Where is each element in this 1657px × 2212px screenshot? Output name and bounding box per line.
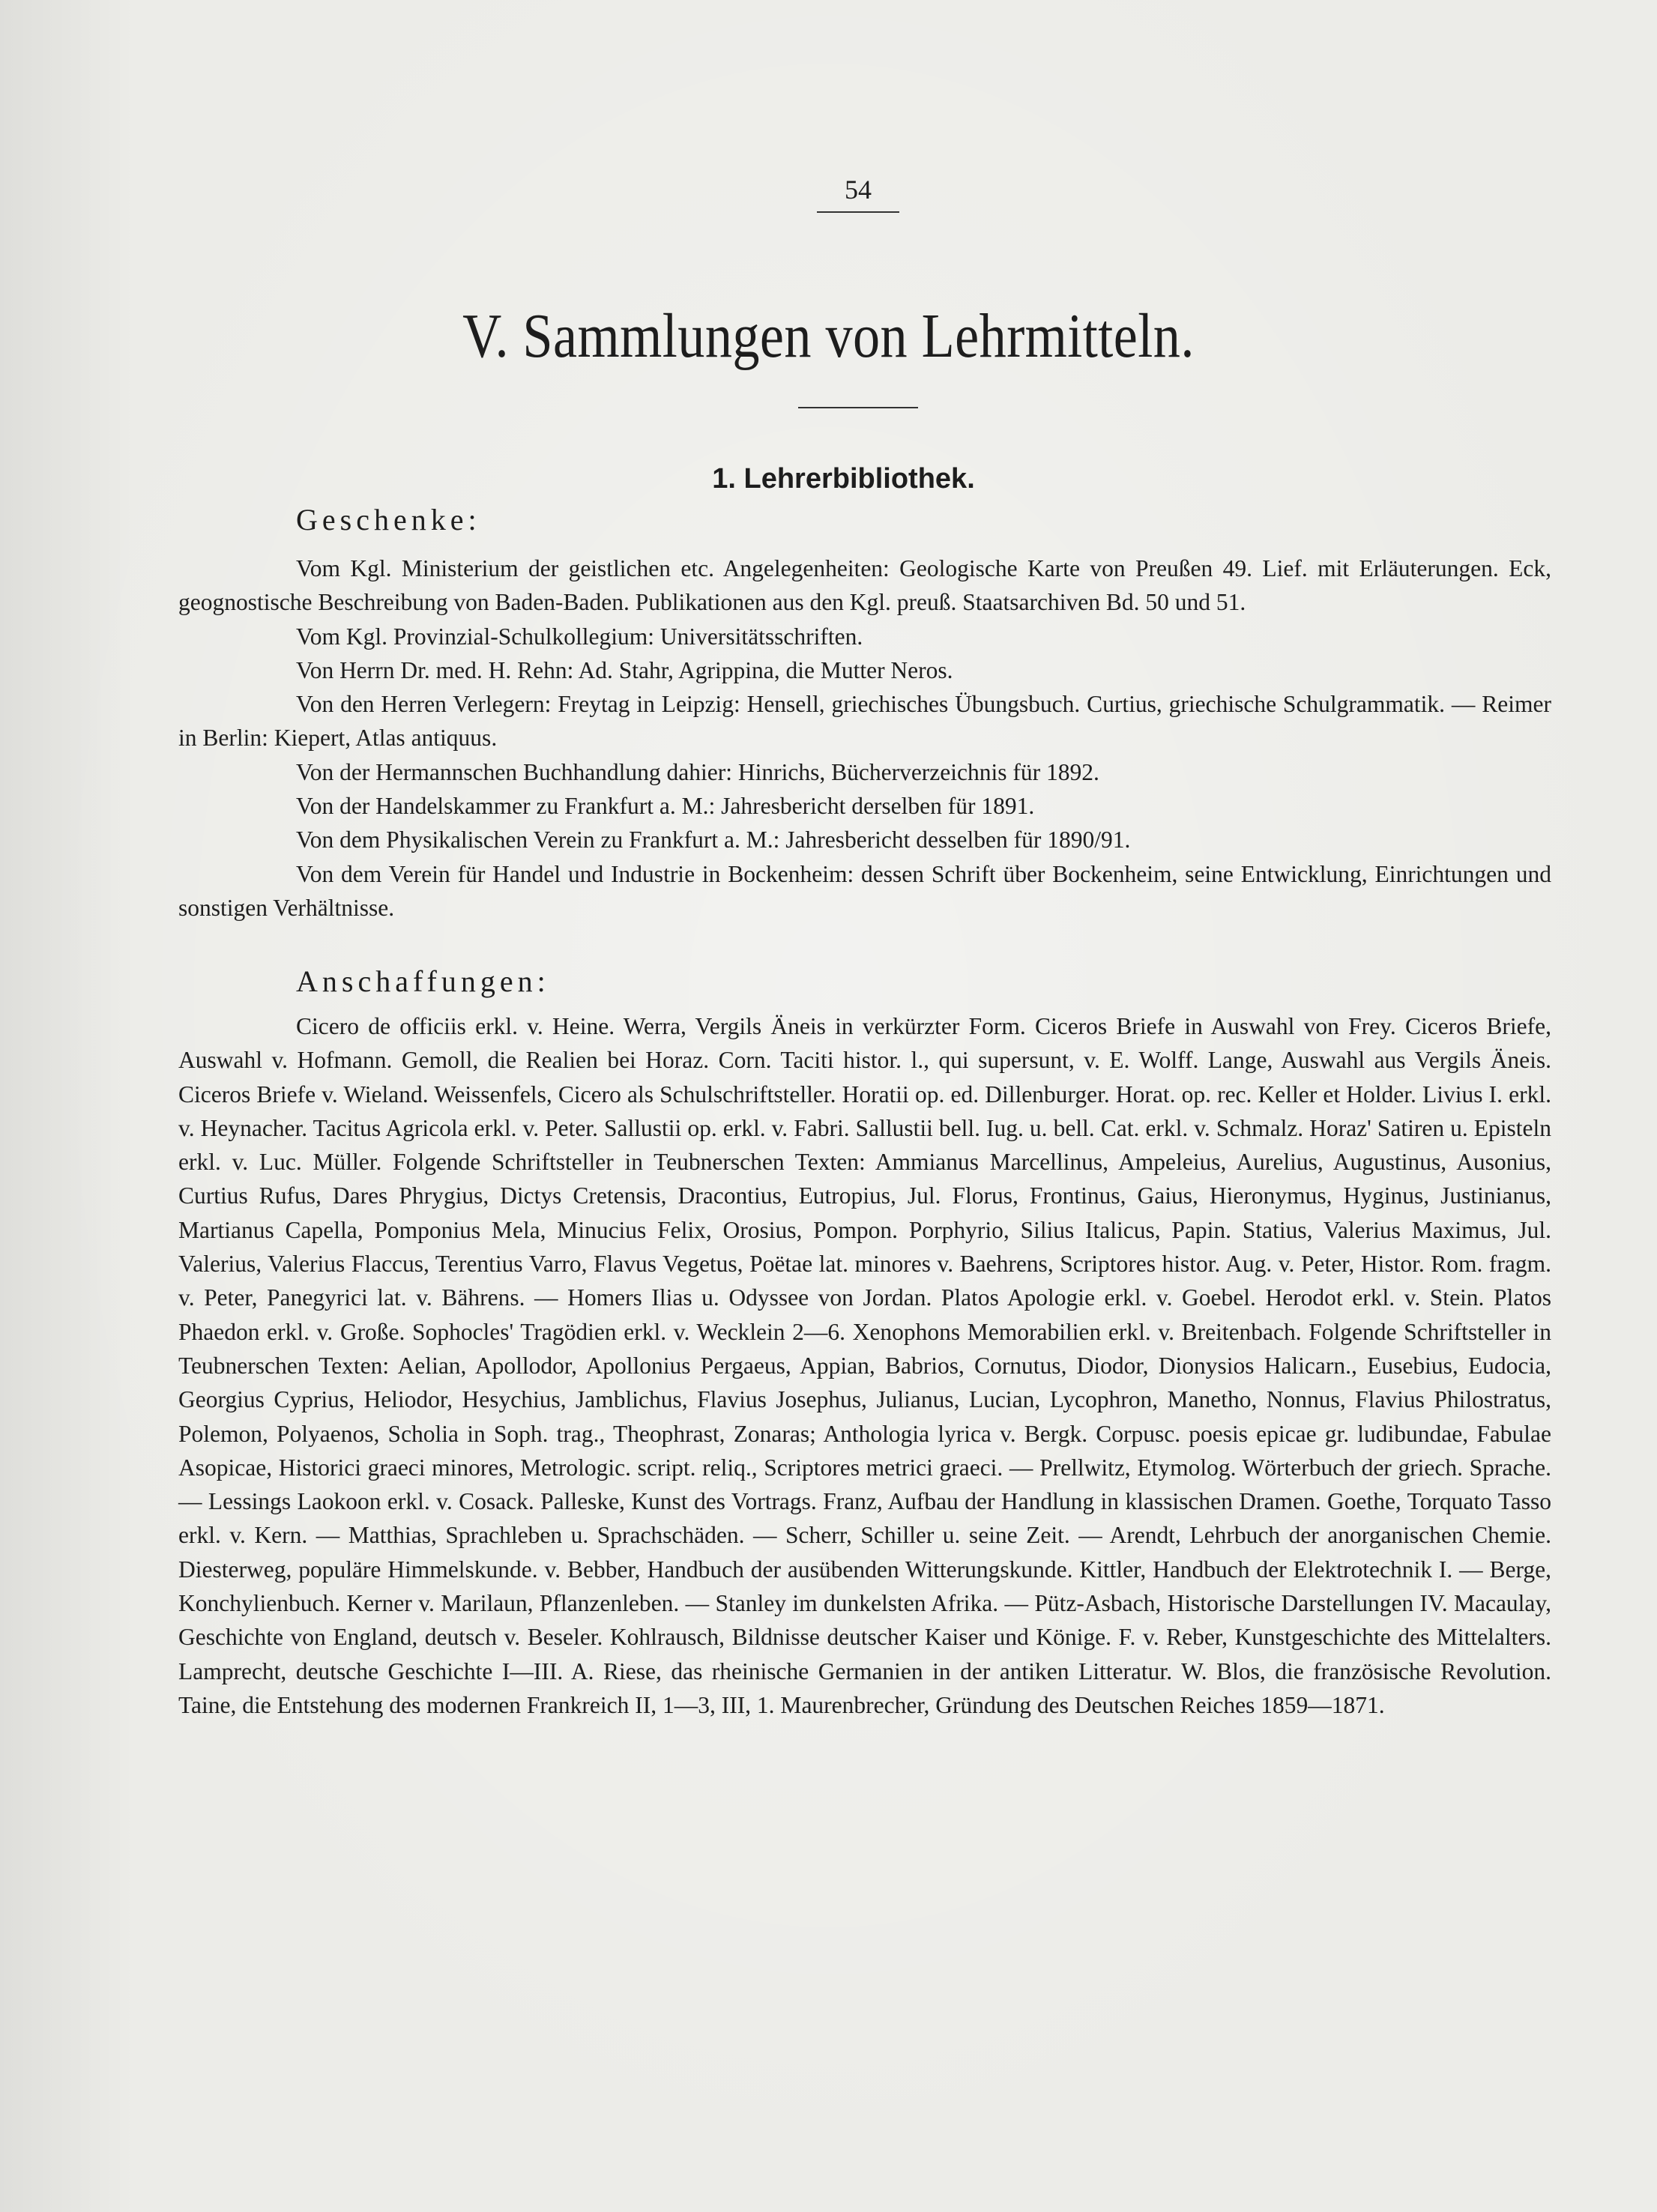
anschaffungen-heading: Anschaffungen: xyxy=(296,964,550,998)
section-title: 1. Lehrerbibliothek. xyxy=(712,463,975,495)
gift-entry: Von der Handelskammer zu Frankfurt a. M.: Jahresbericht derselben für 1891. xyxy=(296,793,1035,820)
facing-page-bleed xyxy=(0,0,135,2212)
acquisitions-list xyxy=(178,1009,1551,1722)
gift-entry: Von den Herren Verlegern: Freytag in Leipzig: Hensell, griechisches Übungsbuch. Curtius, griechische Schulgrammatik. — Reimer in Berlin: Kiepert, Atlas antiquus. xyxy=(178,691,1551,752)
acquisitions-paragraph: Cicero de officiis erkl. v. Heine. Werra, Vergils Äneis in verkürzter Form. Ciceros Briefe in Auswahl von Frey. Ciceros Briefe, Auswahl v. Hofmann. Gemoll, die Realien bei Horaz. Corn. Taciti histor. l., qui supersunt, v. E. Wolff. Lange, Auswahl aus Vergils Äneis. Ciceros Briefe v. Wieland. Weissenfels, Cicero als Schulschriftsteller. Horatii op. ed. Dillenburger. Horat. op. rec. Keller et Holder. Livius I. erkl. v. Heynacher. Tacitus Agricola erkl. v. Peter. Sallustii op. erkl. v. Fabri. Sallustii bell. Iug. u. bell. Cat. erkl. v. Schmalz. Horaz' Satiren u. Episteln erkl. v. Luc. Müller. Folgende Schriftsteller in Teubnerschen Texten: Ammianus Marcellinus, Ampeleius, Aurelius, Augustinus, Ausonius, Curtius Rufus, Dares Phrygius, Dictys Cretensis, Dracontius, Eutropius, Jul. Florus, Frontinus, Gaius, Hieronymus, Hyginus, Justinianus, Martianus Capella, Pomponius Mela, Minucius Felix, Orosius, Pompon. Porphyrio, Silius Italicus, Papin. Statius, Valerius Maximus, Jul. Valerius, Valerius Flaccus, Terentius Varro, Flavus Vegetus, Poëtae lat. minores v. Baehrens, Scriptores histor. Aug. v. Peter, Histor. Rom. fragm. v. Peter, Panegyrici lat. v. Bährens. — Homers Ilias u. Odyssee von Jordan. Platos Apologie erkl. v. Goebel. Herodot erkl. v. Stein. Platos Phaedon erkl. v. Große. Sophocles' Tragödien erkl. v. Wecklein 2—6. Xenophons Memorabilien erkl. v. Breitenbach. Folgende Schriftsteller in Teubnerschen Texten: Aelian, Apollodor, Apollonius Pergaeus, Appian, Babrios, Cornutus, Diodor, Dionysios Halicarn., Eusebius, Eudocia, Georgius Cyprius, Heliodor, Hesychius, Jamblichus, Flavius Josephus, Julianus, Lucian, Lycophron, Manetho, Nonnus, Flavius Philostratus, Polemon, Polyaenos, Scholia in Soph. trag., Theophrast, Zonaras; Anthologia lyrica v. Bergk. Corpusc. poesis epicae gr. ludibundae, Fabulae Asopicae, Historici graeci minores, Metrologic. script. reliq., Scriptores metrici graeci. — Prellwitz, Etymolog. Wörterbuch der griech. Sprache. — Lessings Laokoon erkl. v. Cosack. Palleske, Kunst des Vortrags. Franz, Aufbau der Handlung in klassischen Dramen. Goethe, Torquato Tasso erkl. v. Kern. — Matthias, Sprachleben u. Sprachschäden. — Scherr, Schiller u. seine Zeit. — Arendt, Lehrbuch der anorganischen Chemie. Diesterweg, populäre Himmelskunde. v. Bebber, Handbuch der ausübenden Witterungskunde. Kittler, Handbuch der Elektrotechnik I. — Berge, Konchylienbuch. Kerner v. Marilaun, Pflanzenleben. — Stanley im dunkelsten Afrika. — Pütz-Asbach, Historische Darstellungen IV. Macaulay, Geschichte von England, deutsch v. Beseler. Kohlrausch, Bildnisse deutscher Kaiser und Könige. F. v. Reber, Kunstgeschichte des Mittelalters. Lamprecht, deutsche Geschichte I—III. A. Riese, das rheinische Germanien in der antiken Litteratur. W. Blos, die französische Revolution. Taine, die Entstehung des modernen Frankreich II, 1—3, III, 1. Maurenbrecher, Gründung des Deutschen Reiches 1859—1871. xyxy=(178,1013,1551,1718)
chapter-title: V. Sammlungen von Lehrmitteln. xyxy=(462,301,1195,371)
gifts-list xyxy=(178,552,1551,925)
gift-entry: Vom Kgl. Ministerium der geistlichen etc. Angelegenheiten: Geologische Karte von Preußen 49. Lief. mit Erläuterungen. Eck, geognostische Beschreibung von Baden-Baden. Publikationen aus den Kgl. preuß. Staatsarchiven Bd. 50 und 51. xyxy=(178,555,1551,616)
page-number: 54 xyxy=(817,174,899,213)
gift-entry: Von der Hermannschen Buchhandlung dahier: Hinrichs, Bücherverzeichnis für 1892. xyxy=(296,758,1099,785)
geschenke-heading: Geschenke: xyxy=(296,503,481,537)
title-divider xyxy=(798,407,918,408)
gift-entry: Von Herrn Dr. med. H. Rehn: Ad. Stahr, Agrippina, die Mutter Neros. xyxy=(296,656,953,683)
gift-entry: Vom Kgl. Provinzial-Schulkollegium: Universitätsschriften. xyxy=(296,623,863,650)
gift-entry: Von dem Verein für Handel und Industrie in Bockenheim: dessen Schrift über Bockenheim, seine Entwicklung, Einrichtungen und sonstigen Verhältnisse. xyxy=(178,860,1551,921)
gift-entry: Von dem Physikalischen Verein zu Frankfurt a. M.: Jahresbericht desselben für 1890/91. xyxy=(296,827,1131,853)
